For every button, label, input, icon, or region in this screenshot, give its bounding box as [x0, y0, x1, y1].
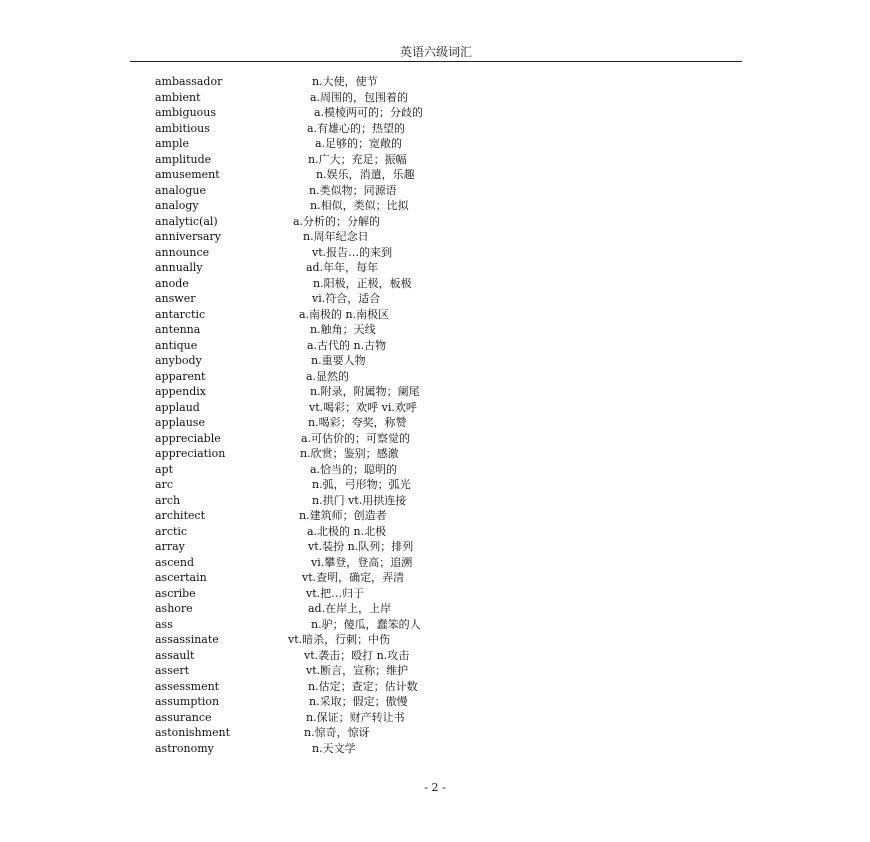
- vocab-word: assassinate: [155, 633, 219, 646]
- vocab-entry: [155, 90, 575, 106]
- vocab-word: answer: [155, 292, 196, 305]
- vocab-definition: ad.在岸上，上岸: [308, 602, 392, 615]
- vocab-word: ambassador: [155, 75, 223, 88]
- vocab-definition: vt.喝彩；欢呼 vi.欢呼: [309, 400, 417, 414]
- vocab-entry: [155, 493, 575, 509]
- vocab-word: analogue: [155, 183, 206, 197]
- vocab-word: antique: [155, 338, 198, 352]
- vocab-entry: [155, 400, 575, 416]
- vocab-word: anniversary: [155, 230, 221, 243]
- vocab-entry: [155, 415, 575, 431]
- vocab-definition: n.天文学: [312, 741, 356, 755]
- vocab-definition: n.相似，类似；比拟: [310, 199, 409, 212]
- vocab-definition: a.古代的 n.古物: [307, 338, 387, 352]
- vocab-definition: n.周年纪念日: [303, 230, 369, 243]
- vocab-word: arctic: [155, 524, 188, 538]
- vocab-word: ample: [155, 137, 190, 150]
- vocab-definition: n.建筑师；创造者: [299, 509, 387, 522]
- vocab-definition: vi.符合，适合: [312, 292, 381, 305]
- header-divider: [130, 61, 742, 62]
- vocab-word: astronomy: [155, 741, 214, 755]
- vocab-definition: a.显然的: [306, 369, 350, 383]
- vocab-word: assault: [155, 648, 195, 662]
- vocab-entry: [155, 663, 575, 679]
- vocab-definition: vi.攀登，登高；追溯: [311, 555, 413, 569]
- vocab-definition: n.惊奇，惊讶: [304, 726, 370, 739]
- vocab-entry: [155, 105, 575, 121]
- vocab-entry: [155, 167, 575, 183]
- vocab-definition: n.欣赏；鉴别；感激: [300, 447, 399, 460]
- vocab-definition: a.足够的；宽敞的: [315, 137, 403, 150]
- vocab-word: antenna: [155, 323, 201, 336]
- vocab-definition: n.类似物；同源语: [309, 183, 397, 197]
- vocab-definition: n.驴；傻瓜，蠢笨的人: [311, 617, 421, 631]
- vocab-definition: n.娱乐，消遣，乐趣: [316, 168, 415, 181]
- vocab-definition: vt.断言，宣称；维护: [306, 664, 409, 677]
- vocab-entry: [155, 214, 575, 230]
- vocab-word: assessment: [155, 679, 220, 693]
- vocab-definition: n.重要人物: [311, 354, 366, 367]
- vocab-word: ashore: [155, 602, 193, 615]
- vocab-definition: vt.暗杀，行刺；中伤: [288, 633, 391, 646]
- vocab-definition: vt.装扮 n.队列；排列: [308, 540, 414, 553]
- vocab-entry: [155, 136, 575, 152]
- vocab-word: ambiguous: [155, 106, 217, 119]
- vocab-word: apt: [155, 462, 174, 476]
- vocab-entry: [155, 508, 575, 524]
- vocab-word: ascertain: [155, 571, 207, 584]
- vocab-word: architect: [155, 509, 206, 522]
- vocab-definition: vt.报告…的来到: [312, 245, 393, 259]
- vocab-word: analogy: [155, 199, 199, 212]
- vocab-definition: n.拱门 vt.用拱连接: [312, 493, 407, 507]
- page-number: - 2 -: [424, 781, 446, 794]
- vocab-definition: a.可估价的；可察觉的: [301, 431, 411, 445]
- vocab-word: applaud: [155, 400, 200, 414]
- vocab-entry: [155, 648, 575, 664]
- vocab-entry: [155, 369, 575, 385]
- vocab-word: assurance: [155, 710, 212, 724]
- vocab-word: appreciable: [155, 431, 221, 445]
- vocab-definition: a.恰当的；聪明的: [310, 462, 398, 476]
- vocab-definition: a.周围的，包围着的: [310, 90, 409, 104]
- vocab-word: ascend: [155, 555, 194, 569]
- vocab-word: announce: [155, 245, 210, 259]
- vocab-entry: [155, 338, 575, 354]
- vocab-entry: [155, 741, 575, 757]
- vocab-word: anode: [155, 276, 189, 290]
- vocab-definition: vt.把…归于: [306, 586, 365, 600]
- vocab-definition: n.估定；查定；估计数: [308, 679, 418, 693]
- vocab-entry: [155, 555, 575, 571]
- vocab-entry: [155, 431, 575, 447]
- vocab-entry: [155, 462, 575, 478]
- vocab-definition: ad.年年，每年: [306, 261, 379, 274]
- vocab-entry: [155, 694, 575, 710]
- vocab-word: ascribe: [155, 586, 196, 600]
- vocab-definition: a.有雄心的；热望的: [307, 121, 406, 135]
- vocab-entry: [155, 121, 575, 137]
- vocab-entry: [155, 632, 575, 648]
- vocab-entry: [155, 353, 575, 369]
- vocab-entry: [155, 477, 575, 493]
- vocab-entry: [155, 74, 575, 90]
- vocab-word: assumption: [155, 695, 220, 708]
- vocab-word: appreciation: [155, 447, 226, 460]
- page-header: 英语六级词汇: [399, 45, 472, 59]
- vocab-word: anybody: [155, 354, 202, 367]
- vocab-definition: vt.查明，确定，弄清: [302, 571, 405, 584]
- vocab-entry: [155, 322, 575, 338]
- vocab-entry: [155, 679, 575, 695]
- vocab-word: amusement: [155, 168, 220, 181]
- vocab-definition: n.弧，弓形物；弧光: [312, 478, 411, 491]
- vocab-word: array: [155, 540, 185, 553]
- vocab-definition: n.触角；天线: [310, 323, 376, 336]
- vocab-definition: vt.袭击；殴打 n.攻击: [304, 648, 410, 662]
- vocab-entry: [155, 260, 575, 276]
- vocab-entry: [155, 229, 575, 245]
- vocab-entry: [155, 601, 575, 617]
- vocab-entry: [155, 276, 575, 292]
- vocab-word: appendix: [155, 385, 206, 398]
- vocab-definition: a.南极的 n.南极区: [299, 307, 390, 321]
- vocab-entry: [155, 539, 575, 555]
- vocab-entry: [155, 291, 575, 307]
- vocab-entry: [155, 183, 575, 199]
- vocab-word: analytic(al): [155, 214, 218, 228]
- vocab-word: ambitious: [155, 121, 210, 135]
- vocab-entry: [155, 524, 575, 540]
- vocab-definition: n.大使，使节: [312, 75, 378, 88]
- vocab-word: applause: [155, 416, 205, 429]
- vocab-definition: n.喝彩；夸奖，称赞: [308, 416, 407, 429]
- vocab-entry: [155, 307, 575, 323]
- vocab-definition: a.分析的；分解的: [293, 214, 381, 228]
- vocab-word: amplitude: [155, 152, 212, 166]
- vocab-definition: n.保证；财产转让书: [306, 710, 405, 724]
- vocab-entry: [155, 725, 575, 741]
- vocab-entry: [155, 710, 575, 726]
- vocab-definition: a.北极的 n.北极: [307, 524, 387, 538]
- vocab-definition: n.附录，附属物；阑尾: [310, 385, 420, 398]
- vocab-word: astonishment: [155, 726, 231, 739]
- vocab-entry: [155, 384, 575, 400]
- vocab-entry: [155, 617, 575, 633]
- vocab-word: ambient: [155, 90, 201, 104]
- vocab-definition: n.广大；充足；振幅: [308, 152, 407, 166]
- vocab-word: arch: [155, 493, 181, 507]
- vocab-word: antarctic: [155, 307, 206, 321]
- vocab-word: arc: [155, 478, 173, 491]
- vocab-entry: [155, 198, 575, 214]
- vocab-word: assert: [155, 664, 190, 677]
- vocab-definition: a.模棱两可的；分歧的: [314, 106, 424, 119]
- vocab-definition: n.采取；假定；傲慢: [309, 695, 408, 708]
- vocab-word: annually: [155, 261, 203, 274]
- vocab-word: apparent: [155, 369, 206, 383]
- vocab-entry: [155, 570, 575, 586]
- vocab-word: ass: [155, 617, 173, 631]
- vocab-definition: n.阳极，正极，板极: [313, 276, 412, 290]
- vocab-entry: [155, 245, 575, 261]
- vocab-entry: [155, 446, 575, 462]
- vocab-entry: [155, 152, 575, 168]
- vocab-entry: [155, 586, 575, 602]
- vocabulary-list: [155, 74, 575, 756]
